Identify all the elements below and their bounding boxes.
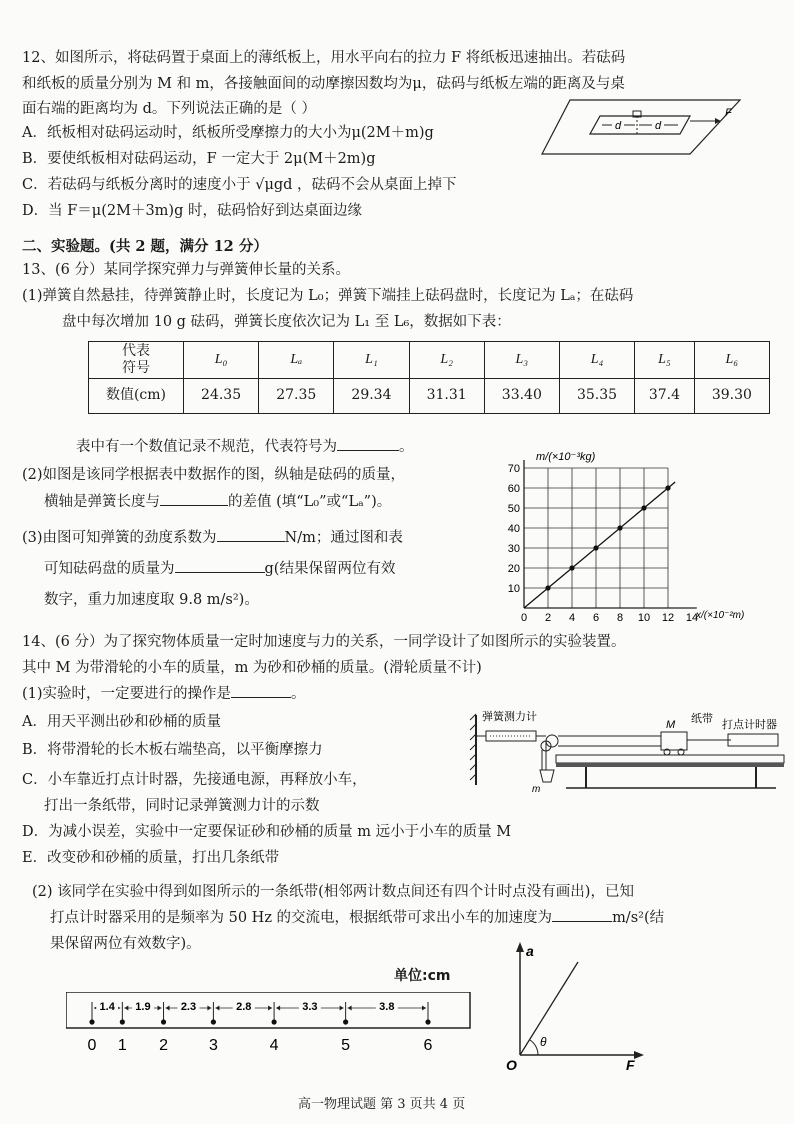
y-tick-label: 40 — [507, 523, 520, 535]
q14-option-d: D．为减小误差，实验中一定要保证砂和砂桶的质量 m 远小于小车的质量 M — [22, 824, 512, 840]
y-tick-label: 50 — [507, 503, 520, 515]
tape-point-label: 5 — [341, 1037, 351, 1054]
table-symbol-cell: L₀ — [184, 342, 259, 379]
table-value-cell: 35.35 — [559, 378, 634, 413]
answer-blank[interactable] — [175, 572, 265, 573]
chart-y-label: m/(×10⁻³kg) — [536, 451, 596, 463]
table-value-cell: 33.40 — [484, 378, 559, 413]
y-tick-label: 70 — [507, 463, 520, 475]
answer-blank[interactable] — [217, 541, 285, 542]
tape-point — [271, 1019, 276, 1024]
answer-blank[interactable] — [160, 505, 228, 506]
data-point — [665, 485, 670, 490]
q12-figure — [540, 94, 760, 164]
tape-segment-label: 2.3 — [180, 1001, 197, 1013]
q13-p3-line1 — [22, 528, 403, 549]
table-symbol-cell: Lₐ — [259, 342, 334, 379]
x-tick-label: 6 — [592, 612, 600, 624]
q14-option-c-cont: 打出一条纸带，同时记录弹簧测力计的示数 — [44, 798, 320, 814]
x-tick-label: 10 — [637, 612, 651, 624]
af-angle-label: θ — [540, 1035, 547, 1049]
tape-strip — [66, 992, 470, 1028]
q14-p2-text-a: 打点计时器采用的是频率为 50 Hz 的交流电，根据纸带可求出小车的加速度为 — [50, 910, 553, 926]
q13-p2-text-b: 的差值 (填“L₀”或“Lₐ”)。 — [228, 494, 392, 510]
q14-option-a: A．用天平测出砂和砂桶的质量 — [22, 714, 221, 730]
tape-point-label: 3 — [208, 1037, 218, 1054]
q13-stem: 13、(6 分）某同学探究弹力与弹簧伸长量的关系。 — [22, 262, 350, 278]
q12-option-d: D．当 F＝μ(2M＋3m)g 时，砝码恰好到达桌面边缘 — [22, 203, 362, 219]
tape-segment-label: 3.3 — [302, 1001, 318, 1013]
q14-option-e: E．改变砂和砂桶的质量，打出几条纸带 — [22, 850, 280, 866]
chart-x-label: x/(×10⁻²m) — [696, 610, 745, 621]
tape-point — [161, 1019, 166, 1024]
period: 。 — [399, 439, 414, 455]
data-point — [569, 565, 574, 570]
x-tick-label: 2 — [544, 612, 552, 624]
table-value-cell: 29.34 — [334, 378, 409, 413]
tape-arrow — [276, 1006, 280, 1011]
y-tick-label: 60 — [507, 483, 520, 495]
y-tick-label: 10 — [507, 583, 520, 595]
period: 。 — [291, 686, 306, 702]
tape-arrow — [158, 1006, 162, 1011]
x-tick-label: 4 — [568, 612, 576, 624]
tape-point-label: 0 — [87, 1037, 97, 1054]
table-header-symbol: 代表 符号 — [89, 342, 184, 379]
q13-p3-text-c: 可知砝码盘的质量为 — [44, 561, 175, 577]
data-point — [545, 585, 550, 590]
tape-point — [343, 1019, 348, 1024]
spring-scale-label: 弹簧测力计 — [482, 711, 537, 723]
y-tick-label: 30 — [507, 543, 520, 555]
chart-grid — [524, 468, 668, 608]
bucket-label: m — [532, 784, 541, 795]
table-value-cell: 27.35 — [259, 378, 334, 413]
af-graph — [500, 940, 650, 1072]
tape-point-label: 6 — [423, 1037, 433, 1054]
q12-force-label: F — [725, 107, 732, 119]
table-value-cell: 31.31 — [409, 378, 484, 413]
q12-d-left: d — [614, 120, 622, 132]
answer-blank[interactable] — [552, 921, 612, 922]
page-footer: 高一物理试题 第 3 页共 4 页 — [298, 1097, 466, 1112]
q12-option-b: B．要使纸板相对砝码运动，F 一定大于 2μ(M＋2m)g — [22, 151, 376, 167]
table-symbol-cell: L₄ — [559, 342, 634, 379]
q14-p2-line2 — [50, 908, 664, 929]
tape-arrow — [215, 1006, 219, 1011]
q13-chart — [496, 448, 766, 626]
tape-label: 纸带 — [691, 713, 713, 725]
q14-p2-line1: (2) 该同学在实验中得到如图所示的一条纸带(相邻两计数点间还有四个计时点没有画出)，已知 — [32, 884, 634, 900]
x-tick-label: 12 — [661, 612, 675, 624]
paper-tape-figure — [66, 992, 476, 1066]
tape-point-label: 2 — [159, 1037, 168, 1054]
q12-stem-line2: 和纸板的质量分别为 M 和 m，各接触面间的动摩擦因数均为μ，砝码与纸板左端的距离及与桌 — [22, 76, 625, 92]
data-point — [641, 505, 646, 510]
tape-arrow — [124, 1006, 128, 1011]
q13-p3-text-d: g(结果保留两位有效 — [264, 561, 396, 577]
section-heading: 二、实验题。(共 2 题，满分 12 分） — [22, 238, 268, 255]
table-symbol-cell: L₅ — [635, 342, 695, 379]
table-value-cell: 24.35 — [184, 378, 259, 413]
tape-unit: 单位:cm — [394, 968, 451, 984]
q13-table-note-text: 表中有一个数值记录不规范，代表符号为 — [76, 439, 337, 455]
q12-option-c: C．若砝码与纸板分离时的速度小于 √μgd ，砝码不会从桌面上掉下 — [22, 177, 457, 193]
answer-blank[interactable] — [337, 450, 399, 451]
q14-p1-text: (1)实验时，一定要进行的操作是 — [22, 686, 232, 702]
table-value-cell: 37.4 — [635, 378, 695, 413]
tape-arrow — [348, 1006, 352, 1011]
tape-point — [120, 1019, 125, 1024]
q14-option-c: C．小车靠近打点计时器，先接通电源，再释放小车， — [22, 772, 367, 788]
q14-stem-line2: 其中 M 为带滑轮的小车的质量，m 为砂和砂桶的质量。(滑轮质量不计) — [22, 660, 482, 676]
x-tick-label: 14 — [685, 612, 699, 624]
tape-arrow — [340, 1006, 344, 1011]
data-point — [593, 545, 598, 550]
tape-segment-label: 2.8 — [236, 1001, 252, 1013]
q13-p2-text-a: 横轴是弹簧长度与 — [44, 494, 160, 510]
af-y-label: a — [526, 943, 534, 959]
q14-p2-line3: 果保留两位有效数字)。 — [50, 936, 201, 952]
q13-data-table — [88, 341, 770, 414]
x-tick-label: 8 — [616, 612, 624, 624]
y-tick-label: 20 — [507, 563, 520, 575]
q12-d-right: d — [654, 120, 662, 132]
q13-p3-line3: 数字，重力加速度取 9.8 m/s²)。 — [44, 592, 259, 608]
af-origin-label: O — [506, 1057, 517, 1072]
x-tick-label: 0 — [520, 612, 528, 624]
q13-p3-line2 — [44, 559, 395, 580]
tape-point — [211, 1019, 216, 1024]
table-symbol-cell: L₂ — [409, 342, 484, 379]
car-label: M — [666, 719, 676, 731]
chart-series — [524, 482, 675, 608]
answer-blank[interactable] — [231, 697, 291, 698]
q12-stem-line3: 面右端的距离均为 d。下列说法正确的是（ ） — [22, 101, 316, 117]
tape-point-label: 1 — [117, 1037, 127, 1054]
q14-option-b: B．将带滑轮的长木板右端垫高，以平衡摩擦力 — [22, 742, 323, 758]
tape-arrow — [422, 1006, 426, 1011]
table-row-symbols — [89, 342, 770, 379]
table-symbol-cell: L₆ — [694, 342, 769, 379]
af-x-label: F — [626, 1057, 635, 1072]
tape-segment-label: 1.4 — [99, 1001, 115, 1013]
tape-point — [425, 1019, 430, 1024]
table-symbol-cell: L₁ — [334, 342, 409, 379]
q13-p1-line1: (1)弹簧自然悬挂，待弹簧静止时，长度记为 L₀；弹簧下端挂上砝码盘时，长度记为 Lₐ；在砝码 — [22, 288, 634, 304]
tape-arrow — [207, 1006, 211, 1011]
q14-stem-line1: 14、(6 分）为了探究物体质量一定时加速度与力的关系，一同学设计了如图所示的实验装置。 — [22, 634, 626, 650]
tape-arrow — [268, 1006, 272, 1011]
q14-p1 — [22, 684, 306, 705]
q14-p2-text-b: m/s²(结 — [612, 910, 665, 926]
q13-p3-text-b: N/m；通过图和表 — [284, 530, 403, 546]
q12-option-a: A．纸板相对砝码运动时，纸板所受摩擦力的大小为μ(2M＋m)g — [22, 125, 434, 141]
tape-arrow — [166, 1006, 170, 1011]
q13-p3-text-a: (3)由图可知弹簧的劲度系数为 — [22, 530, 217, 546]
tape-segment-label: 1.9 — [135, 1001, 151, 1013]
data-point — [617, 525, 622, 530]
q13-table-note — [76, 437, 414, 458]
q13-p2-line2 — [44, 492, 391, 513]
tape-point-label: 4 — [269, 1037, 279, 1054]
tape-segment-label: 3.8 — [379, 1001, 395, 1013]
timer-label: 打点计时器 — [722, 719, 777, 731]
q13-p2-line1: (2)如图是该同学根据表中数据作的图，纵轴是砝码的质量， — [22, 467, 406, 483]
q14-apparatus — [466, 700, 788, 800]
table-value-cell: 39.30 — [694, 378, 769, 413]
table-row-values — [89, 378, 770, 413]
table-header-value: 数值(cm) — [89, 378, 184, 413]
tape-point — [89, 1019, 94, 1024]
table-symbol-cell: L₃ — [484, 342, 559, 379]
q13-p1-line2: 盘中每次增加 10 g 砝码，弹簧长度依次记为 L₁ 至 L₆，数据如下表： — [62, 314, 511, 330]
q12-stem-line1: 12、如图所示，将砝码置于桌面上的薄纸板上，用水平向右的拉力 F 将纸板迅速抽出。若砝码 — [22, 50, 626, 66]
